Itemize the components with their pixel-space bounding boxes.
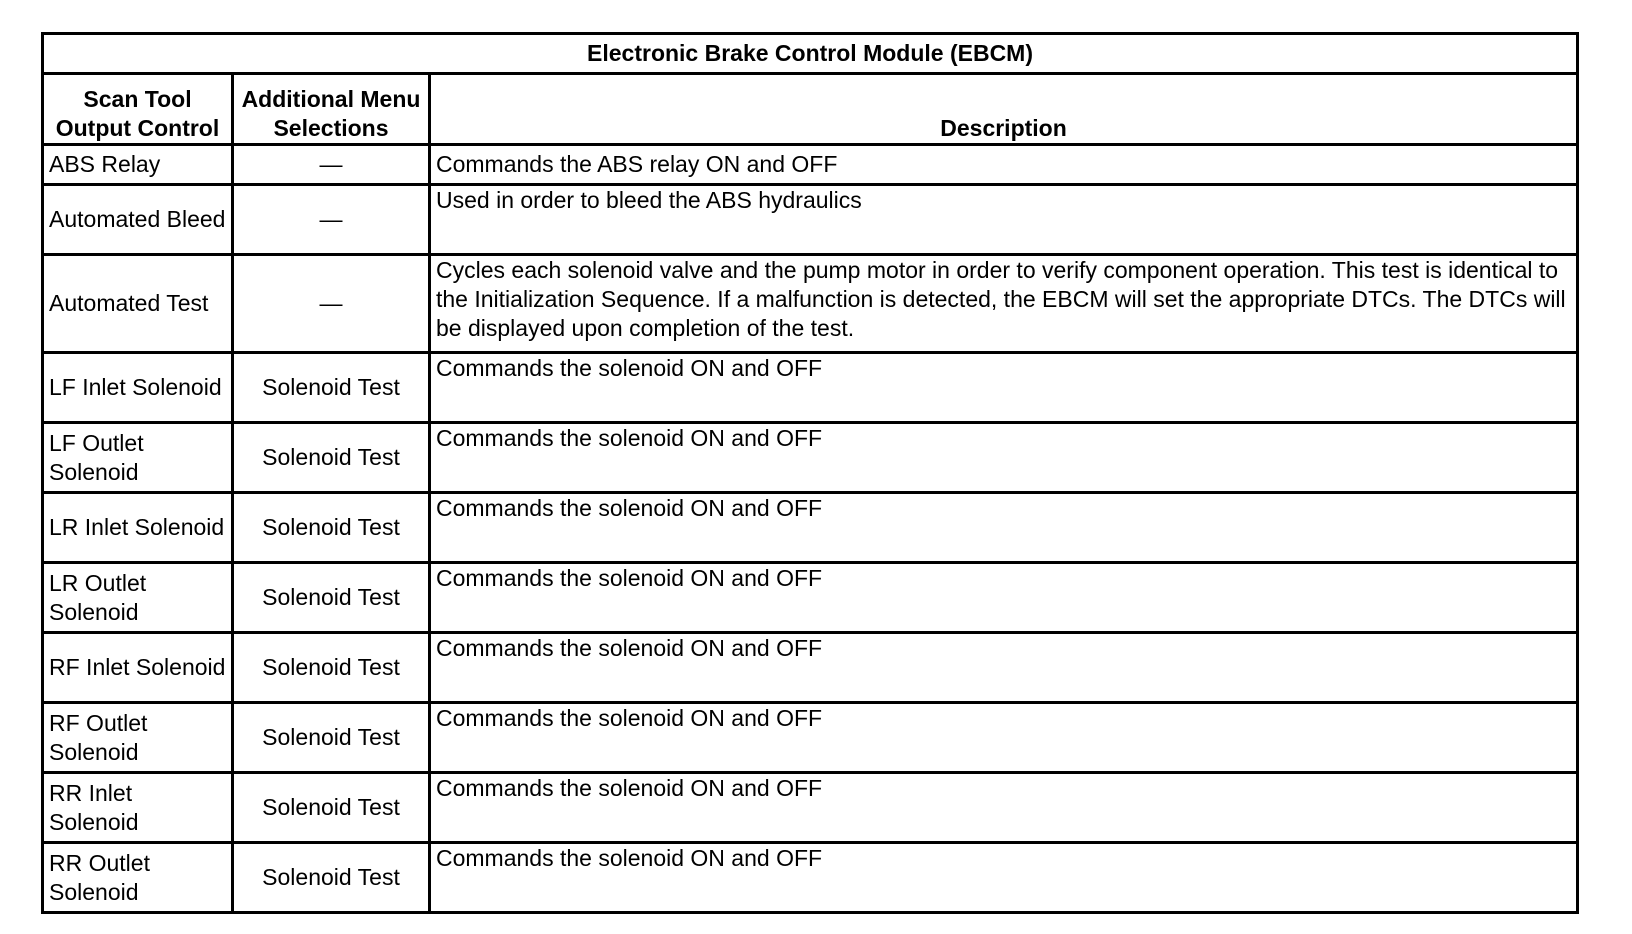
ebcm-output-control-table bbox=[41, 32, 1579, 914]
description-text: Commands the ABS relay ON and OFF bbox=[430, 145, 1578, 185]
table-row bbox=[43, 633, 1578, 703]
output-control-name: Automated Test bbox=[43, 255, 233, 353]
menu-selection: Solenoid Test bbox=[233, 353, 430, 423]
description-text: Commands the solenoid ON and OFF bbox=[430, 493, 1578, 563]
table-row bbox=[43, 773, 1578, 843]
table-row bbox=[43, 843, 1578, 913]
output-control-name: LR Outlet Solenoid bbox=[43, 563, 233, 633]
output-control-name: LF Inlet Solenoid bbox=[43, 353, 233, 423]
menu-selection: Solenoid Test bbox=[233, 423, 430, 493]
description-text: Commands the solenoid ON and OFF bbox=[430, 773, 1578, 843]
output-control-name: Automated Bleed bbox=[43, 185, 233, 255]
table-title-row bbox=[43, 34, 1578, 74]
output-control-name: RF Outlet Solenoid bbox=[43, 703, 233, 773]
table-row bbox=[43, 703, 1578, 773]
header-menu-selections: Additional Menu Selections bbox=[233, 74, 430, 145]
description-text: Used in order to bleed the ABS hydraulics bbox=[430, 185, 1578, 255]
table-row bbox=[43, 145, 1578, 185]
menu-selection: Solenoid Test bbox=[233, 633, 430, 703]
menu-selection: Solenoid Test bbox=[233, 703, 430, 773]
menu-selection: Solenoid Test bbox=[233, 773, 430, 843]
menu-selection: Solenoid Test bbox=[233, 493, 430, 563]
output-control-name: LF Outlet Solenoid bbox=[43, 423, 233, 493]
table-row bbox=[43, 185, 1578, 255]
output-control-name: RF Inlet Solenoid bbox=[43, 633, 233, 703]
menu-selection: Solenoid Test bbox=[233, 563, 430, 633]
table-row bbox=[43, 423, 1578, 493]
menu-selection: Solenoid Test bbox=[233, 843, 430, 913]
output-control-name: ABS Relay bbox=[43, 145, 233, 185]
description-text: Commands the solenoid ON and OFF bbox=[430, 563, 1578, 633]
description-text: Commands the solenoid ON and OFF bbox=[430, 843, 1578, 913]
table-row bbox=[43, 255, 1578, 353]
table-header-row bbox=[43, 74, 1578, 145]
description-text: Commands the solenoid ON and OFF bbox=[430, 353, 1578, 423]
output-control-name: LR Inlet Solenoid bbox=[43, 493, 233, 563]
description-text: Commands the solenoid ON and OFF bbox=[430, 633, 1578, 703]
output-control-name: RR Inlet Solenoid bbox=[43, 773, 233, 843]
description-text: Commands the solenoid ON and OFF bbox=[430, 703, 1578, 773]
description-text: Commands the solenoid ON and OFF bbox=[430, 423, 1578, 493]
header-description: Description bbox=[430, 74, 1578, 145]
table-title: Electronic Brake Control Module (EBCM) bbox=[43, 34, 1578, 74]
description-text: Cycles each solenoid valve and the pump motor in order to verify component operation. This test is identical to the Initialization Sequence. If a malfunction is detected, the EBCM will set the appropriate DTCs. The DTCs will be displayed upon completion of the test. bbox=[430, 255, 1578, 353]
table-row bbox=[43, 563, 1578, 633]
output-control-name: RR Outlet Solenoid bbox=[43, 843, 233, 913]
menu-selection: — bbox=[233, 145, 430, 185]
menu-selection: — bbox=[233, 185, 430, 255]
header-output-control: Scan Tool Output Control bbox=[43, 74, 233, 145]
table-row bbox=[43, 493, 1578, 563]
menu-selection: — bbox=[233, 255, 430, 353]
table-row bbox=[43, 353, 1578, 423]
